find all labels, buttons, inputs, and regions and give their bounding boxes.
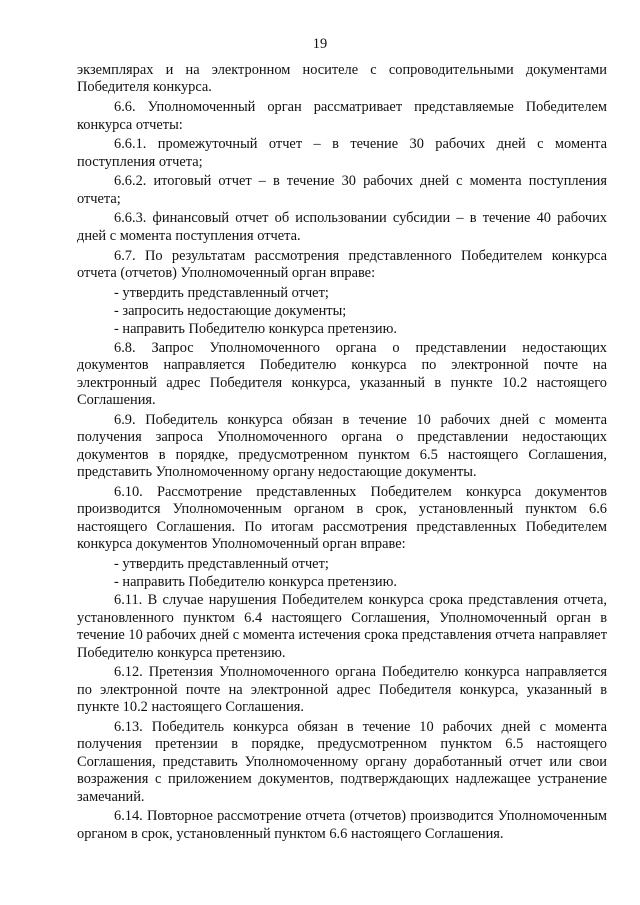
clause-6-12: 6.12. Претензия Уполномоченного органа Победителю конкурса направляется по электронной почте на электронной адрес Победителя конкурса, указанный в пункте 10.2 настоящего Соглашения. <box>77 664 607 716</box>
clause-6-6: 6.6. Уполномоченный орган рассматривает представляемые Победителем конкурса отчеты: <box>77 99 607 133</box>
clause-6-6-3: 6.6.3. финансовый отчет об использовании субсидии – в течение 40 рабочих дней с момента поступления отчета. <box>77 210 607 244</box>
list-item: - направить Победителю конкурса претензию. <box>114 321 397 338</box>
list-item: - утвердить представленный отчет; <box>114 284 329 301</box>
clause-6-11: 6.11. В случае нарушения Победителем конкурса срока представления отчета, установленного пунктом 6.4 настоящего Соглашения, Уполномоченный орган в течение 10 рабочих дней с момента истечения срока представления отчета направляет Победителю конкурса претензию. <box>77 592 607 661</box>
clause-6-7: 6.7. По результатам рассмотрения представленного Победителем конкурса отчета (отчетов) Уполномоченный орган вправе: <box>77 247 607 281</box>
paragraph: экземплярах и на электронном носителе с сопроводительными документами Победителя конкурса. <box>77 62 607 96</box>
clause-6-10: 6.10. Рассмотрение представленных Победителем конкурса документов производится Уполномоченным органом в срок, установленный пунктом 6.6 настоящего Соглашения. По итогам рассмотрения представленных Победителем конкурса документов Уполномоченный орган вправе: <box>77 483 607 552</box>
clause-6-6-2: 6.6.2. итоговый отчет – в течение 30 рабочих дней с момента поступления отчета; <box>77 173 607 207</box>
clause-6-8: 6.8. Запрос Уполномоченного органа о представлении недостающих документов направляется Победителю конкурса по электронной почте на электронный адрес Победителя конкурса, указанный в пункте 10.2 настоящего Соглашения. <box>77 339 607 409</box>
clause-6-13: 6.13. Победитель конкурса обязан в течение 10 рабочих дней с момента получения претензии в порядке, предусмотренном пунктом 6.5 настоящего Соглашения, представить Уполномоченному органу доработанный отчет или свои возражения с приложением документов, подтверждающих надлежащее устранение замечаний. <box>77 718 607 805</box>
list-item: - запросить недостающие документы; <box>114 303 347 320</box>
page-number: 19 <box>312 36 328 52</box>
clause-6-6-1: 6.6.1. промежуточный отчет – в течение 30 рабочих дней с момента поступления отчета; <box>77 136 607 170</box>
clause-6-9: 6.9. Победитель конкурса обязан в течение 10 рабочих дней с момента получения запроса Уполномоченного органа о представлении недостающих документов в порядке, предусмотренном пунктом 6.5 настоящего Соглашения, представить Уполномоченному органу недостающие документы. <box>77 411 607 481</box>
document-body <box>77 62 607 845</box>
list-item: - направить Победителю конкурса претензию. <box>114 574 397 591</box>
list-item: - утвердить представленный отчет; <box>114 555 329 572</box>
clause-6-14: 6.14. Повторное рассмотрение отчета (отчетов) производится Уполномоченным органом в срок, установленный пунктом 6.6 настоящего Соглашения. <box>77 808 607 842</box>
